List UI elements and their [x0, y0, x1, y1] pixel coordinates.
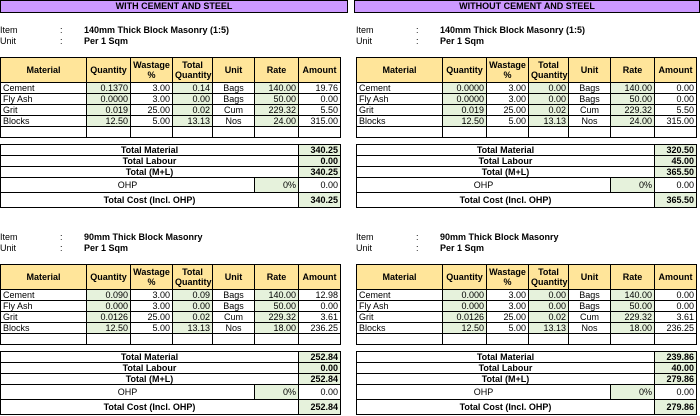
rate-cell[interactable]: 140.00 [255, 83, 299, 94]
unit-label: Unit [356, 36, 373, 46]
total-cost-row [1, 193, 341, 208]
material-cell: Grit [1, 312, 87, 323]
table-row [1, 323, 341, 334]
amount-cell: 3.61 [655, 312, 697, 323]
total-material-row [357, 145, 697, 156]
ohp-row [1, 178, 341, 193]
unit-colon: : [60, 243, 63, 253]
unit-cell: Bags [213, 83, 255, 94]
ohp-value: 0.00 [655, 178, 697, 193]
total-ml-value: 252.84 [299, 374, 341, 385]
column-header: Unit [569, 58, 611, 83]
item-value: 90mm Thick Block Masonry [84, 232, 203, 242]
total-cost-row [357, 193, 697, 208]
unit-value: Per 1 Sqm [84, 36, 129, 46]
total-ml-row [357, 167, 697, 178]
header-without-cement: WITHOUT CEMENT AND STEEL [354, 0, 700, 13]
total-quantity-cell: 0.02 [529, 312, 569, 323]
unit-label: Unit [0, 36, 17, 46]
total-quantity-cell: 0.02 [173, 105, 213, 116]
rate-cell[interactable]: 18.00 [611, 323, 655, 334]
unit-label: Unit [0, 243, 17, 253]
column-header: Wastage % [131, 58, 173, 83]
total-quantity-cell: 13.13 [529, 323, 569, 334]
column-header: Unit [213, 58, 255, 83]
total-material-row [357, 352, 697, 363]
total-material-label: Total Material [1, 145, 299, 156]
unit-cell: Bags [569, 301, 611, 312]
empty-cell [173, 334, 213, 345]
amount-cell: 0.00 [655, 290, 697, 301]
column-header: Wastage % [487, 265, 529, 290]
wastage-cell: 25.00 [131, 105, 173, 116]
empty-cell [487, 334, 529, 345]
total-cost-label: Total Cost (Incl. OHP) [357, 400, 655, 415]
amount-cell: 0.00 [299, 94, 341, 105]
column-header: Total Quantity [529, 58, 569, 83]
ohp-value: 0.00 [299, 178, 341, 193]
wastage-cell: 3.00 [487, 83, 529, 94]
wastage-cell: 3.00 [487, 290, 529, 301]
ohp-percent[interactable]: 0% [255, 178, 299, 193]
unit-cell: Nos [213, 323, 255, 334]
unit-cell: Bags [569, 83, 611, 94]
amount-cell: 236.25 [655, 323, 697, 334]
material-cell: Grit [1, 105, 87, 116]
wastage-cell: 3.00 [131, 290, 173, 301]
wastage-cell: 3.00 [487, 94, 529, 105]
empty-cell [87, 127, 131, 138]
unit-cell: Bags [213, 290, 255, 301]
quantity-cell[interactable]: 0.0000 [443, 83, 487, 94]
empty-cell [529, 127, 569, 138]
amount-cell: 0.00 [655, 94, 697, 105]
table-row [357, 312, 697, 323]
total-ml-row [1, 167, 341, 178]
total-quantity-cell: 0.14 [173, 83, 213, 94]
material-cell: Fly Ash [357, 94, 443, 105]
unit-cell: Nos [569, 116, 611, 127]
total-ml-label: Total (M+L) [357, 374, 655, 385]
ohp-value: 0.00 [299, 385, 341, 400]
empty-cell [131, 127, 173, 138]
column-header: Rate [255, 265, 299, 290]
item-colon: : [60, 25, 63, 35]
wastage-cell: 3.00 [487, 301, 529, 312]
total-ml-row [1, 374, 341, 385]
estimate-table [0, 264, 341, 415]
quantity-cell[interactable]: 12.50 [87, 116, 131, 127]
ohp-row [357, 385, 697, 400]
column-header: Quantity [443, 265, 487, 290]
empty-cell [611, 334, 655, 345]
rate-cell[interactable]: 140.00 [611, 290, 655, 301]
unit-colon: : [60, 36, 63, 46]
total-cost-row [357, 400, 697, 415]
total-labour-value: 0.00 [299, 363, 341, 374]
material-cell: Fly Ash [1, 94, 87, 105]
rate-cell[interactable]: 229.32 [611, 105, 655, 116]
column-header: Amount [299, 265, 341, 290]
unit-cell: Bags [213, 94, 255, 105]
column-header: Quantity [87, 58, 131, 83]
column-header: Rate [611, 265, 655, 290]
total-quantity-cell: 0.02 [529, 105, 569, 116]
ohp-label: OHP [357, 178, 611, 193]
material-cell: Grit [357, 105, 443, 116]
amount-cell: 0.00 [655, 301, 697, 312]
empty-cell [299, 127, 341, 138]
empty-cell [611, 127, 655, 138]
wastage-cell: 3.00 [131, 83, 173, 94]
empty-cell [443, 127, 487, 138]
total-labour-label: Total Labour [357, 363, 655, 374]
column-header: Amount [655, 58, 697, 83]
quantity-cell[interactable]: 12.50 [443, 323, 487, 334]
item-colon: : [416, 232, 419, 242]
table-row [357, 116, 697, 127]
column-header: Amount [655, 265, 697, 290]
column-header: Rate [611, 58, 655, 83]
total-cost-value: 365.50 [655, 193, 697, 208]
amount-cell: 315.00 [655, 116, 697, 127]
table-row [1, 290, 341, 301]
amount-cell: 0.00 [655, 83, 697, 94]
material-cell: Fly Ash [1, 301, 87, 312]
column-header: Rate [255, 58, 299, 83]
total-labour-row [1, 156, 341, 167]
unit-colon: : [416, 243, 419, 253]
material-cell: Blocks [357, 323, 443, 334]
item-value: 90mm Thick Block Masonry [440, 232, 559, 242]
total-quantity-cell: 0.09 [173, 290, 213, 301]
table-row [1, 312, 341, 323]
unit-cell: Bags [569, 94, 611, 105]
rate-cell[interactable]: 229.32 [611, 312, 655, 323]
item-value: 140mm Thick Block Masonry (1:5) [440, 25, 586, 35]
column-header: Material [1, 265, 87, 290]
total-material-value: 320.50 [655, 145, 697, 156]
column-header: Material [357, 265, 443, 290]
total-material-row [1, 145, 341, 156]
material-cell: Blocks [1, 323, 87, 334]
total-ml-value: 279.86 [655, 374, 697, 385]
spacer [1, 345, 341, 352]
ohp-label: OHP [1, 178, 255, 193]
item-label: Item [356, 25, 374, 35]
header-with-cement: WITH CEMENT AND STEEL [0, 0, 348, 13]
total-labour-label: Total Labour [1, 363, 299, 374]
amount-cell: 19.76 [299, 83, 341, 94]
column-header: Amount [299, 58, 341, 83]
unit-cell: Nos [569, 323, 611, 334]
item-colon: : [60, 232, 63, 242]
empty-cell [299, 334, 341, 345]
total-cost-label: Total Cost (Incl. OHP) [1, 193, 299, 208]
column-header: Quantity [87, 265, 131, 290]
quantity-cell[interactable]: 12.50 [443, 116, 487, 127]
table-row [1, 83, 341, 94]
empty-cell [255, 334, 299, 345]
ohp-row [357, 178, 697, 193]
item-label: Item [356, 232, 374, 242]
column-header: Wastage % [131, 265, 173, 290]
column-header: Quantity [443, 58, 487, 83]
material-cell: Cement [1, 83, 87, 94]
rate-cell[interactable]: 229.32 [255, 105, 299, 116]
empty-cell [173, 127, 213, 138]
table-row [357, 83, 697, 94]
empty-cell [443, 334, 487, 345]
table-row [357, 323, 697, 334]
unit-value: Per 1 Sqm [440, 243, 485, 253]
total-quantity-cell: 0.00 [173, 301, 213, 312]
column-header: Unit [213, 265, 255, 290]
total-cost-label: Total Cost (Incl. OHP) [1, 400, 299, 415]
material-cell: Cement [357, 83, 443, 94]
empty-cell [569, 334, 611, 345]
item-label: Item [0, 25, 18, 35]
total-quantity-cell: 13.13 [529, 116, 569, 127]
total-labour-value: 45.00 [655, 156, 697, 167]
item-value: 140mm Thick Block Masonry (1:5) [84, 25, 230, 35]
table-row [357, 290, 697, 301]
unit-cell: Cum [569, 105, 611, 116]
total-cost-row [1, 400, 341, 415]
unit-cell: Cum [569, 312, 611, 323]
column-header: Total Quantity [529, 265, 569, 290]
total-quantity-cell: 0.02 [173, 312, 213, 323]
table-row [1, 301, 341, 312]
rate-cell[interactable]: 50.00 [255, 94, 299, 105]
table-row [357, 105, 697, 116]
table-row [1, 94, 341, 105]
wastage-cell: 25.00 [487, 105, 529, 116]
empty-cell [487, 127, 529, 138]
total-labour-label: Total Labour [357, 156, 655, 167]
total-ml-value: 365.50 [655, 167, 697, 178]
rate-cell[interactable]: 24.00 [255, 116, 299, 127]
material-cell: Fly Ash [357, 301, 443, 312]
column-header: Wastage % [487, 58, 529, 83]
ohp-label: OHP [1, 385, 255, 400]
total-cost-value: 340.25 [299, 193, 341, 208]
total-labour-label: Total Labour [1, 156, 299, 167]
total-material-value: 340.25 [299, 145, 341, 156]
table-row [1, 116, 341, 127]
total-ml-value: 340.25 [299, 167, 341, 178]
rate-cell[interactable]: 18.00 [255, 323, 299, 334]
quantity-cell[interactable]: 0.019 [87, 105, 131, 116]
ohp-percent[interactable]: 0% [255, 385, 299, 400]
amount-cell: 3.61 [299, 312, 341, 323]
material-cell: Blocks [357, 116, 443, 127]
quantity-cell[interactable]: 0.0126 [443, 312, 487, 323]
empty-cell [357, 334, 443, 345]
spacer [357, 345, 697, 352]
rate-cell[interactable]: 50.00 [611, 94, 655, 105]
table-row [357, 301, 697, 312]
quantity-cell[interactable]: 0.0000 [443, 94, 487, 105]
wastage-cell: 5.00 [131, 323, 173, 334]
total-material-value: 252.84 [299, 352, 341, 363]
total-material-label: Total Material [357, 145, 655, 156]
rate-cell[interactable]: 50.00 [611, 301, 655, 312]
column-header: Material [357, 58, 443, 83]
item-colon: : [416, 25, 419, 35]
column-header: Total Quantity [173, 265, 213, 290]
total-quantity-cell: 13.13 [173, 323, 213, 334]
total-ml-label: Total (M+L) [1, 167, 299, 178]
total-material-value: 239.86 [655, 352, 697, 363]
item-label: Item [0, 232, 18, 242]
rate-cell[interactable]: 24.00 [611, 116, 655, 127]
table-row [357, 94, 697, 105]
total-labour-row [357, 156, 697, 167]
total-quantity-cell: 0.00 [529, 83, 569, 94]
estimate-table [356, 57, 697, 208]
unit-cell: Cum [213, 312, 255, 323]
total-material-row [1, 352, 341, 363]
total-labour-value: 40.00 [655, 363, 697, 374]
total-cost-label: Total Cost (Incl. OHP) [357, 193, 655, 208]
quantity-cell[interactable]: 0.019 [443, 105, 487, 116]
wastage-cell: 5.00 [487, 116, 529, 127]
unit-cell: Bags [213, 301, 255, 312]
total-ml-label: Total (M+L) [1, 374, 299, 385]
ohp-percent[interactable]: 0% [611, 178, 655, 193]
unit-cell: Bags [569, 290, 611, 301]
quantity-cell[interactable]: 0.000 [443, 290, 487, 301]
total-quantity-cell: 0.00 [529, 301, 569, 312]
amount-cell: 5.50 [655, 105, 697, 116]
unit-value: Per 1 Sqm [84, 243, 129, 253]
wastage-cell: 5.00 [487, 323, 529, 334]
amount-cell: 315.00 [299, 116, 341, 127]
quantity-cell[interactable]: 12.50 [87, 323, 131, 334]
empty-cell [1, 127, 87, 138]
ohp-label: OHP [357, 385, 611, 400]
unit-colon: : [416, 36, 419, 46]
quantity-cell[interactable]: 0.090 [87, 290, 131, 301]
total-ml-label: Total (M+L) [357, 167, 655, 178]
wastage-cell: 3.00 [131, 94, 173, 105]
total-labour-value: 0.00 [299, 156, 341, 167]
total-cost-value: 279.86 [655, 400, 697, 415]
empty-cell [131, 334, 173, 345]
material-cell: Cement [357, 290, 443, 301]
empty-cell [529, 334, 569, 345]
wastage-cell: 3.00 [131, 301, 173, 312]
material-cell: Grit [357, 312, 443, 323]
total-labour-row [357, 363, 697, 374]
table-row [1, 105, 341, 116]
unit-label: Unit [356, 243, 373, 253]
total-ml-row [357, 374, 697, 385]
empty-cell [569, 127, 611, 138]
amount-cell: 0.00 [299, 301, 341, 312]
spacer [357, 138, 697, 145]
wastage-cell: 25.00 [131, 312, 173, 323]
rate-cell[interactable]: 229.32 [255, 312, 299, 323]
total-material-label: Total Material [357, 352, 655, 363]
unit-value: Per 1 Sqm [440, 36, 485, 46]
wastage-cell: 5.00 [131, 116, 173, 127]
total-quantity-cell: 0.00 [173, 94, 213, 105]
total-quantity-cell: 13.13 [173, 116, 213, 127]
quantity-cell[interactable]: 0.1370 [87, 83, 131, 94]
empty-cell [213, 127, 255, 138]
unit-cell: Nos [213, 116, 255, 127]
empty-cell [655, 334, 697, 345]
material-cell: Cement [1, 290, 87, 301]
column-header: Material [1, 58, 87, 83]
quantity-cell[interactable]: 0.0126 [87, 312, 131, 323]
rate-cell[interactable]: 50.00 [255, 301, 299, 312]
column-header: Unit [569, 265, 611, 290]
amount-cell: 236.25 [299, 323, 341, 334]
empty-cell [1, 334, 87, 345]
rate-cell[interactable]: 140.00 [255, 290, 299, 301]
quantity-cell[interactable]: 0.0000 [87, 94, 131, 105]
empty-cell [357, 127, 443, 138]
total-quantity-cell: 0.00 [529, 290, 569, 301]
ohp-value: 0.00 [655, 385, 697, 400]
quantity-cell[interactable]: 0.000 [87, 301, 131, 312]
unit-cell: Cum [213, 105, 255, 116]
empty-cell [655, 127, 697, 138]
rate-cell[interactable]: 140.00 [611, 83, 655, 94]
total-cost-value: 252.84 [299, 400, 341, 415]
total-labour-row [1, 363, 341, 374]
ohp-percent[interactable]: 0% [611, 385, 655, 400]
ohp-row [1, 385, 341, 400]
column-header: Total Quantity [173, 58, 213, 83]
spacer [1, 138, 341, 145]
quantity-cell[interactable]: 0.000 [443, 301, 487, 312]
total-material-label: Total Material [1, 352, 299, 363]
estimate-table [356, 264, 697, 415]
estimate-table [0, 57, 341, 208]
total-quantity-cell: 0.00 [529, 94, 569, 105]
empty-cell [87, 334, 131, 345]
material-cell: Blocks [1, 116, 87, 127]
wastage-cell: 25.00 [487, 312, 529, 323]
empty-cell [213, 334, 255, 345]
amount-cell: 5.50 [299, 105, 341, 116]
amount-cell: 12.98 [299, 290, 341, 301]
empty-cell [255, 127, 299, 138]
